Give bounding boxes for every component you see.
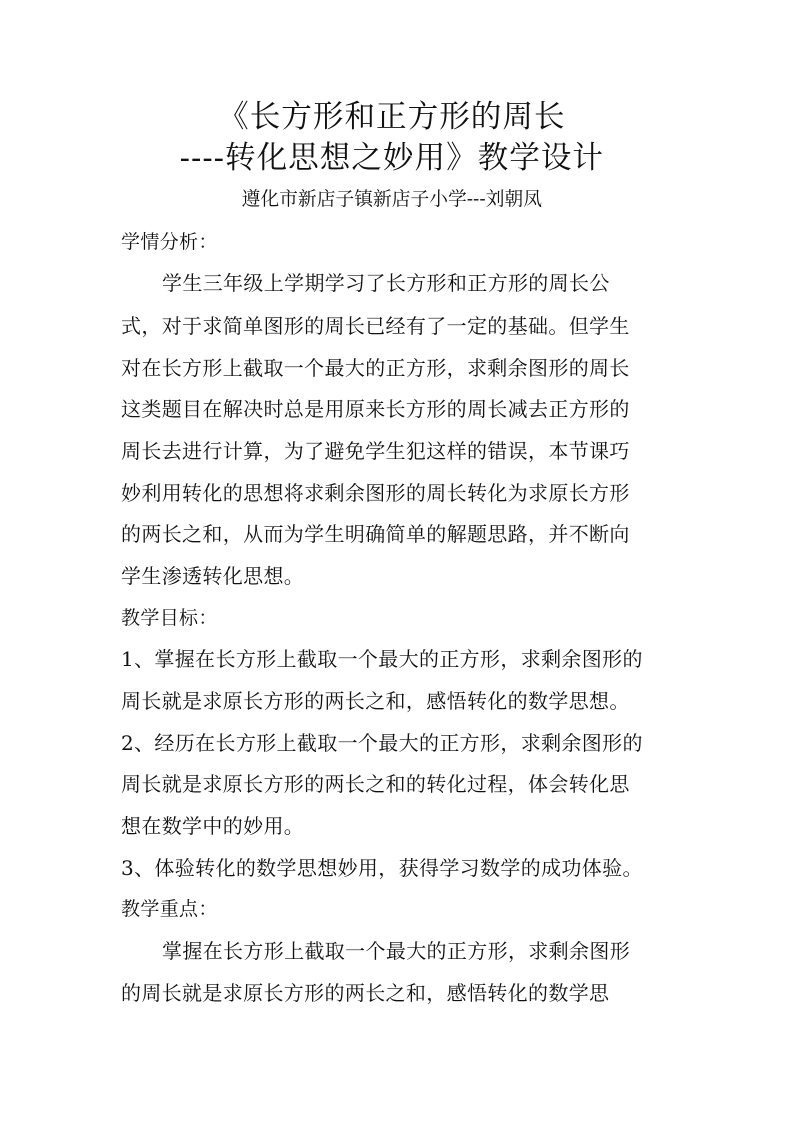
title-line-1: 《长方形和正方形的周长 [218,99,566,135]
goals-line: 1、掌握在长方形上截取一个最大的正方形，求剩余图形的 [121,647,643,671]
goals-line: 3、体验转化的数学思想妙用，获得学习数学的成功体验。 [121,856,643,880]
analysis-line: 这类题目在解决时总是用原来长方形的周长减去正方形的 [121,397,630,421]
analysis-line: 学生三年级上学期学习了长方形和正方形的周长公 [162,271,610,295]
goals-line: 周长就是求原长方形的两长之和的转化过程，体会转化思 [121,772,630,796]
analysis-line: 妙利用转化的思想将求剩余图形的周长转化为求原长方形 [121,481,630,505]
analysis-line: 学生渗透转化思想。 [121,564,305,588]
analysis-line: 对在长方形上截取一个最大的正方形，求剩余图形的周长 [121,356,630,380]
key-line: 掌握在长方形上截取一个最大的正方形，求剩余图形 [162,939,631,963]
goals-line: 2、经历在长方形上截取一个最大的正方形，求剩余图形的 [121,731,643,755]
title-line-2: ----转化思想之妙用》教学设计 [179,140,604,176]
goals-line: 周长就是求原长方形的两长之和，感悟转化的数学思想。 [121,689,630,713]
analysis-line: 周长去进行计算，为了避免学生犯这样的错误，本节课巧 [121,439,630,463]
analysis-line: 式，对于求简单图形的周长已经有了一定的基础。但学生 [121,314,630,338]
author-line: 遵化市新店子镇新店子小学---刘朝凤 [241,188,542,210]
goals-line: 想在数学中的妙用。 [121,814,305,838]
analysis-line: 的两长之和，从而为学生明确简单的解题思路，并不断向 [121,522,630,546]
key-line: 的周长就是求原长方形的两长之和，感悟转化的数学思 [121,981,610,1005]
section-heading-goals: 教学目标： [121,607,218,629]
section-heading-analysis: 学情分析： [121,231,218,253]
section-heading-key: 教学重点： [121,898,218,920]
